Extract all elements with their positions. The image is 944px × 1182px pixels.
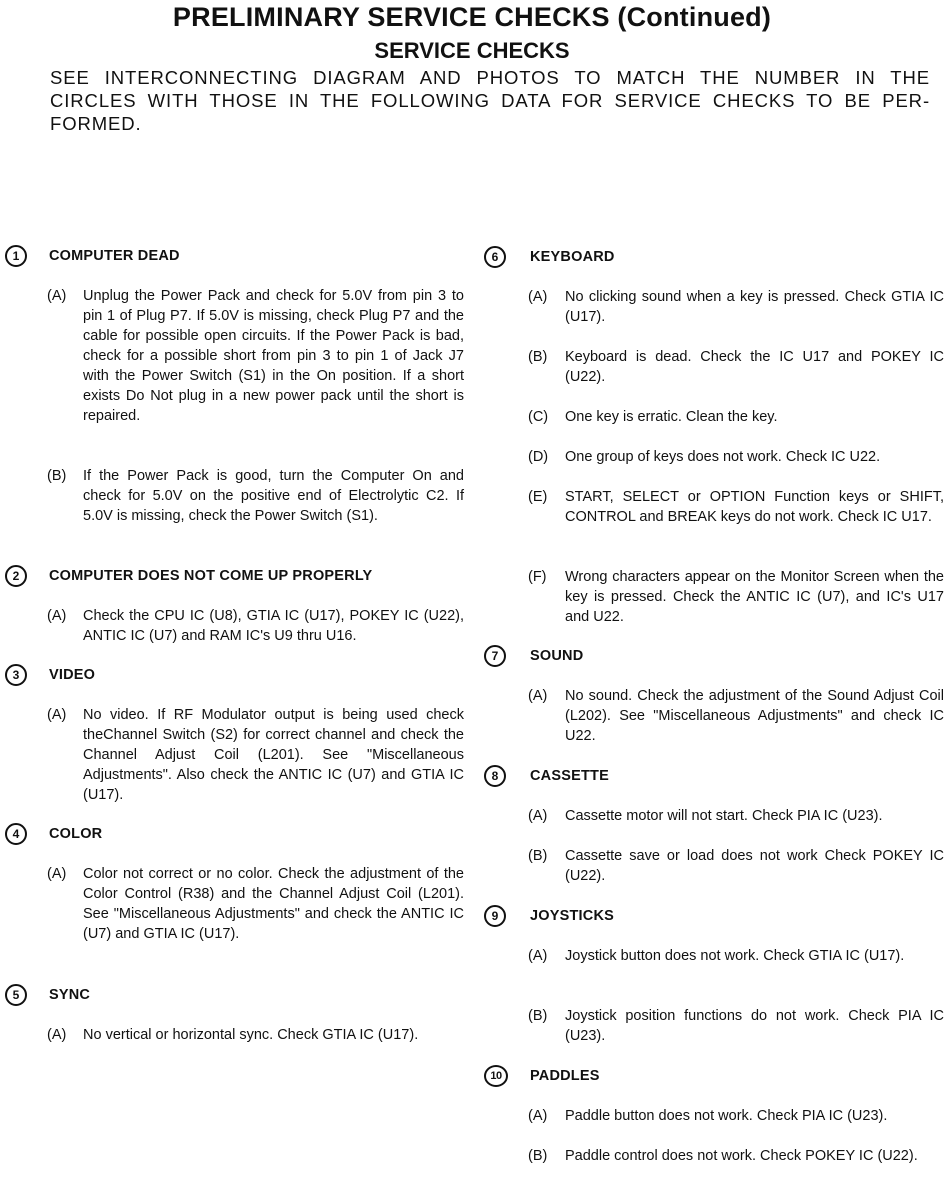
item-label: (B) [528,1008,548,1024]
section-title: PADDLES [530,1068,600,1084]
section-number-badge: 7 [484,645,506,667]
item-label: (A) [528,1108,548,1124]
section-title: COMPUTER DOES NOT COME UP PROPERLY [49,568,373,584]
item-label: (A) [47,288,67,304]
section-title: JOYSTICKS [530,908,614,924]
item-text: Joystick position functions do not work. Check PIA IC (U23). [565,1008,944,1044]
section-number-badge: 6 [484,246,506,268]
item-label: (A) [528,948,548,964]
section-title: COMPUTER DEAD [49,248,180,264]
item-label: (B) [528,848,548,864]
item-label: (B) [47,468,67,484]
item-label: (E) [528,489,548,505]
section-number-badge: 2 [5,565,27,587]
section-number-badge: 1 [5,245,27,267]
section-number-badge: 3 [5,664,27,686]
section-color [0,824,470,942]
item-text: Paddle control does not work. Check POKEY IC (U22). [565,1148,918,1164]
item-text: Color not correct or no color. Check the adjustment of the Color Control (R38) and the Channel Adjust Coil (L201). See "Miscellaneous Adjustments" and check the ANTIC IC (U7) and GTIA IC (U17). [83,866,464,942]
section-sound [484,646,944,744]
item-text: No clicking sound when a key is pressed. Check GTIA IC (U17). [565,289,944,325]
item-text: Cassette save or load does not work Check POKEY IC (U22). [565,848,944,884]
section-number-badge: 9 [484,905,506,927]
item-text: Check the CPU IC (U8), GTIA IC (U17), POKEY IC (U22), ANTIC IC (U7) and RAM IC's U9 thru U16. [83,608,464,644]
section-paddles [484,1066,944,1164]
section-title: COLOR [49,826,103,842]
section-video [0,665,470,803]
section-keyboard [484,247,944,625]
item-text: One group of keys does not work. Check IC U22. [565,449,881,465]
section-computer-does-not-come-up [0,566,470,644]
section-title: KEYBOARD [530,249,615,265]
item-text: START, SELECT or OPTION Function keys or SHIFT, CONTROL and BREAK keys do not work. Check IC U17. [565,489,944,525]
section-number-badge: 8 [484,765,506,787]
item-label: (B) [528,1148,548,1164]
section-title: VIDEO [49,667,96,683]
item-label: (B) [528,349,548,365]
section-number-badge: 5 [5,984,27,1006]
item-label: (F) [528,569,547,585]
section-number-badge: 4 [5,823,27,845]
item-label: (A) [47,866,67,882]
section-computer-dead [0,246,470,524]
item-text: If the Power Pack is good, turn the Computer On and check for 5.0V on the positive end of Electrolytic C2. If 5.0V is missing, check the Power Switch (S1). [83,468,464,524]
page-subtitle: SERVICE CHECKS [374,38,570,63]
item-label: (C) [528,409,549,425]
item-text: Keyboard is dead. Check the IC U17 and POKEY IC (U22). [565,349,944,385]
item-text: No video. If RF Modulator output is being used check theChannel Switch (S2) for correct channel and check the Channel Adjust Coil (L201). See "Miscellaneous Adjustments". Also check the ANTIC IC (U7) and GTIA IC (U17). [83,707,464,803]
item-text: No vertical or horizontal sync. Check GTIA IC (U17). [83,1027,419,1043]
section-cassette [484,766,944,884]
section-title: SYNC [49,987,91,1003]
item-label: (A) [47,1027,67,1043]
item-text: Cassette motor will not start. Check PIA IC (U23). [565,808,883,824]
section-sync [0,985,470,1043]
section-title: SOUND [530,648,584,664]
item-label: (A) [528,688,548,704]
item-label: (A) [528,289,548,305]
item-text: No sound. Check the adjustment of the Sound Adjust Coil (L202). See "Miscellaneous Adjustments" and check IC U22. [565,688,944,744]
item-label: (D) [528,449,549,465]
item-text: Wrong characters appear on the Monitor Screen when the key is pressed. Check the ANTIC IC (U7), and IC's U17 and U22. [565,569,944,625]
section-joysticks [484,906,944,1044]
section-number-badge: 10 [484,1065,508,1087]
page-title: PRELIMINARY SERVICE CHECKS (Continued) [172,2,772,32]
section-title: CASSETTE [530,768,609,784]
item-label: (A) [47,707,67,723]
item-text: Paddle button does not work. Check PIA IC (U23). [565,1108,888,1124]
item-label: (A) [47,608,67,624]
intro-paragraph: SEE INTERCONNECTING DIAGRAM AND PHOTOS TO MATCH THE NUMBER IN THE CIRCLES WITH THOSE IN THE FOLLOWING DATA FOR SERVICE CHECKS TO BE PER-FORMED. [50,67,930,134]
item-text: One key is erratic. Clean the key. [565,409,778,425]
item-label: (A) [528,808,548,824]
item-text: Joystick button does not work. Check GTIA IC (U17). [565,948,905,964]
item-text: Unplug the Power Pack and check for 5.0V from pin 3 to pin 1 of Plug P7. If 5.0V is missing, check Plug P7 and the cable for possible open circuits. If the Power Pack is bad, check for a possible short from pin 3 to pin 1 of Jack J7 with the Power Switch (S1) in the On position. If a short exists Do Not plug in a new power pack until the short is repaired. [83,288,464,424]
